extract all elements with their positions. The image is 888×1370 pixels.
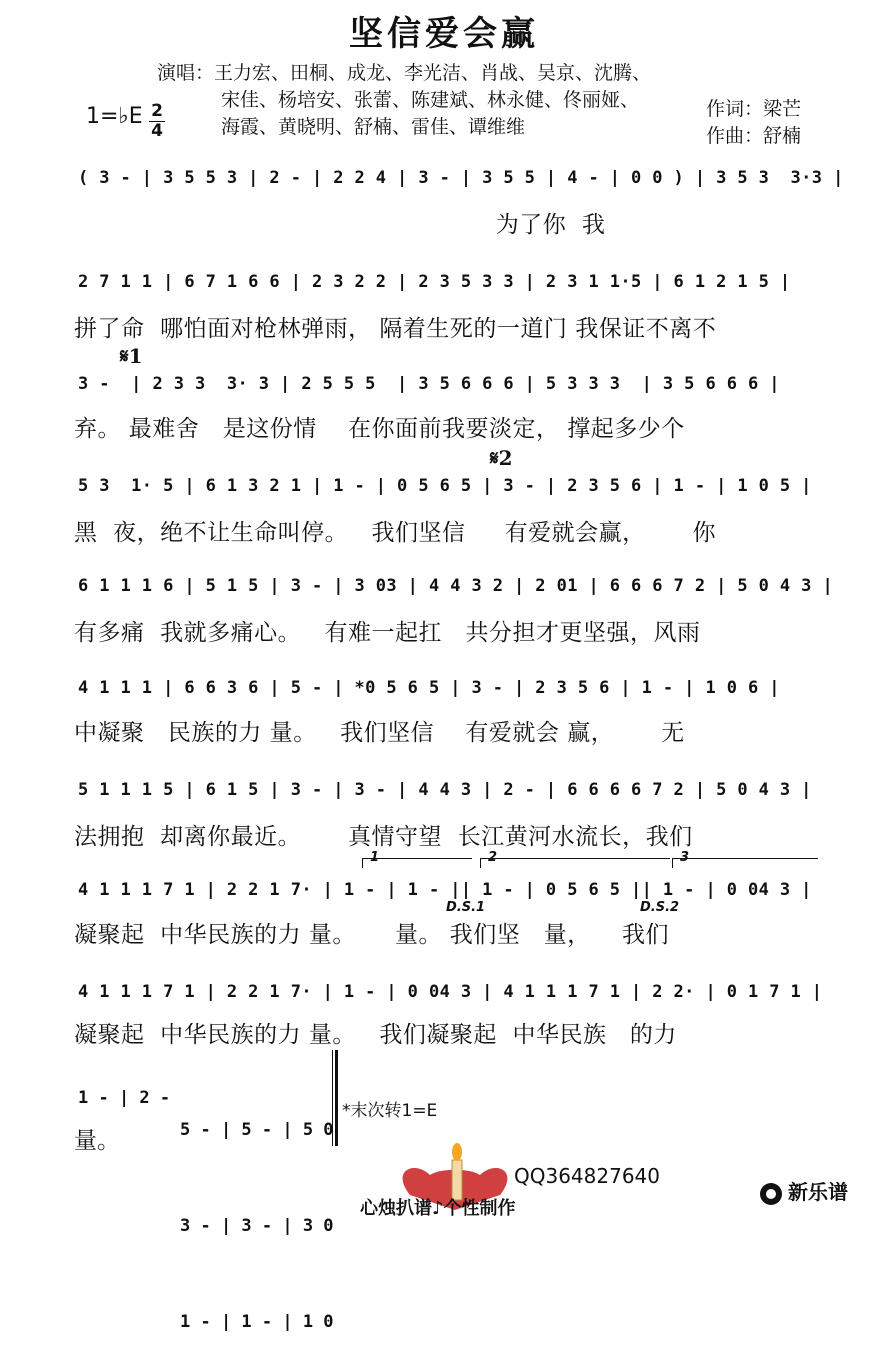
final-chord-bot: 1 - | 1 - | 1 0 (180, 1312, 334, 1332)
ending-bracket-2 (480, 858, 670, 868)
lyrics-line-1: 为了你 我 (74, 212, 606, 238)
lyrics-line-5: 有多痛 我就多痛心。 有难一起扛 共分担才更坚强，风雨 (74, 620, 701, 646)
singers-line-2: 宋佳、杨培安、张蕾、陈建斌、林永健、佟丽娅、 (221, 89, 640, 111)
brand-logo (760, 1176, 848, 1205)
lyrics-line-3: 弃。 最难舍 是这份情 在你面前我要淡定， 撑起多少个 (74, 416, 685, 442)
ds1-mark: D.S.1 (446, 900, 486, 915)
time-top: 2 (151, 101, 163, 121)
record-icon (760, 1183, 782, 1205)
singers-label: 演唱： (157, 62, 215, 84)
notes-line-5: 6 1 1 1 6 | 5 1 5 | 3 - | 3 03 | 4 4 3 2 | 2 01 | 6 6 6 7 2 | 5 0 4 3 | (78, 576, 834, 596)
segno-1: 𝄋1 (120, 344, 143, 368)
final-left-notes: 1 - | 2 - (78, 1088, 171, 1108)
ds2-mark: D.S.2 (640, 900, 680, 915)
time-signature (149, 102, 165, 141)
composer: 作曲：舒楠 (706, 125, 802, 147)
lyrics-line-6: 中凝聚 民族的力 量。 我们坚信 有爱就会 赢， 无 (74, 720, 685, 746)
final-chord-mid: 3 - | 3 - | 3 0 (180, 1216, 334, 1236)
ending-bracket-3 (672, 858, 818, 868)
notes-line-6: 4 1 1 1 | 6 6 3 6 | 5 - | *0 5 6 5 | 3 - | 2 3 5 6 | 1 - | 1 0 6 | (78, 678, 780, 698)
notes-line-1: ( 3 - | 3 5 5 3 | 2 - | 2 2 4 | 3 - | 3 5 5 | 4 - | 0 0 ) | 3 5 3 3·3 | (78, 168, 844, 188)
singers-block (157, 60, 651, 141)
lyrics-line-2: 拼了命 哪怕面对枪林弹雨， 隔着生死的一道门 我保证不离不 (74, 316, 717, 342)
notes-line-2: 2 7 1 1 | 6 7 1 6 6 | 2 3 2 2 | 2 3 5 3 3 | 2 3 1 1·5 | 6 1 2 1 5 | (78, 272, 791, 292)
brand-name: 新乐谱 (788, 1180, 848, 1204)
final-lyric: 量。 (74, 1128, 120, 1154)
lyricist: 作词：梁芒 (706, 98, 802, 120)
lyrics-line-9: 凝聚起 中华民族的力 量。 我们凝聚起 中华民族 的力 (74, 1022, 677, 1048)
singers-row-1 (157, 60, 651, 87)
maker-credit: 心烛扒谱♪个性制作 (360, 1198, 516, 1219)
final-chord (180, 1050, 334, 1370)
final-chord-top: 5 - | 5 - | 5 0 (180, 1120, 334, 1140)
key-signature: 1=♭E (86, 104, 143, 129)
ending-label-2: 2 (488, 850, 498, 865)
singers-line-1: 王力宏、田桐、成龙、李光洁、肖战、吴京、沈腾、 (214, 62, 652, 84)
song-title: 坚信爱会赢 (349, 14, 539, 54)
notes-line-4: 5 3 1· 5 | 6 1 3 2 1 | 1 - | 0 5 6 5 | 3 - | 2 3 5 6 | 1 - | 1 0 5 | (78, 476, 812, 496)
lyrics-line-7: 法拥抱 却离你最近。 真情守望 长江黄河水流长，我们 (74, 824, 693, 850)
singers-line-3: 海霞、黄晓明、舒楠、雷佳、谭维维 (221, 116, 526, 138)
ending-label-1: 1 (370, 850, 380, 865)
ending-label-3: 3 (680, 850, 690, 865)
notes-line-7: 5 1 1 1 5 | 6 1 5 | 3 - | 3 - | 4 4 3 | 2 - | 6 6 6 6 7 2 | 5 0 4 3 | (78, 780, 812, 800)
notes-line-9: 4 1 1 1 7 1 | 2 2 1 7· | 1 - | 0 04 3 | 4 1 1 1 7 1 | 2 2· | 0 1 7 1 | (78, 982, 823, 1002)
credits (706, 96, 801, 150)
segno-2: 𝄋2 (490, 446, 513, 470)
notes-line-3: 3 - | 2 3 3 3· 3 | 2 5 5 5 | 3 5 6 6 6 | 5 3 3 3 | 3 5 6 6 6 | (78, 374, 780, 394)
lyrics-line-4: 黑 夜，绝不让生命叫停。 我们坚信 有爱就会赢， 你 (74, 520, 716, 546)
final-barline (332, 1050, 338, 1146)
key-change-note: *末次转1=E (342, 1101, 438, 1121)
time-bottom: 4 (149, 121, 165, 141)
qq-contact: QQ364827640 (514, 1164, 661, 1188)
notes-line-8: 4 1 1 1 7 1 | 2 2 1 7· | 1 - | 1 - || 1 - | 0 5 6 5 || 1 - | 0 04 3 | (78, 880, 812, 900)
lyrics-line-8: 凝聚起 中华民族的力 量。 量。 我们坚 量， 我们 (74, 922, 669, 948)
